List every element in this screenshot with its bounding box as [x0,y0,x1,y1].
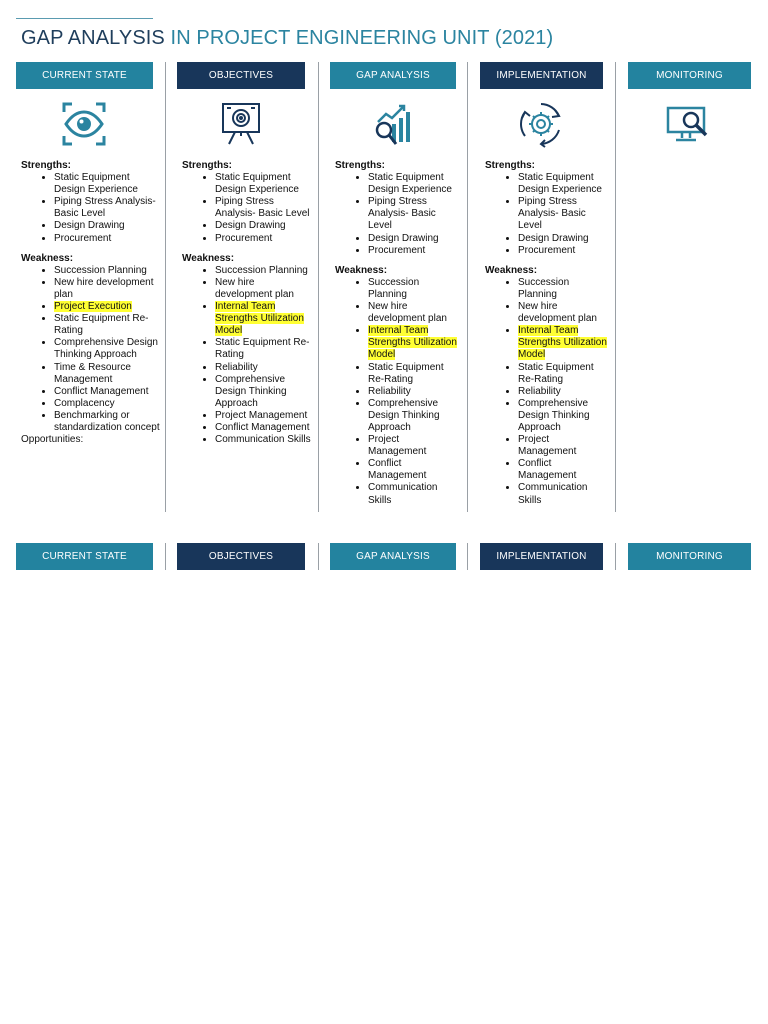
header-gap-analysis: GAP ANALYSIS [330,62,456,89]
weakness-list [335,277,460,507]
column-gap-analysis [335,160,460,510]
column-divider [467,62,468,512]
list-item: • Succession Planning [54,265,161,277]
list-item: • Piping Stress Analysis- Basic Level [368,196,460,232]
weakness-list [485,277,609,507]
title-part1: GAP ANALYSIS [21,27,165,49]
monitor-search-icon [664,100,712,148]
list-item: • Static Equipment Design Experience [215,172,312,196]
column-divider [165,543,166,570]
column-divider [318,62,319,512]
list-item: • Procurement [368,245,460,257]
chart-magnifier-icon [372,100,420,148]
eye-icon [60,100,108,148]
list-item: • New hire development plan [518,301,609,325]
footer-implementation: IMPLEMENTATION [480,543,603,570]
column-divider [615,543,616,570]
column-divider [318,543,319,570]
list-item [215,301,312,337]
highlighted-text: Project Execution [54,301,132,313]
footer-objectives: OBJECTIVES [177,543,305,570]
list-item: • Static Equipment Re-Rating [518,362,609,386]
highlighted-text: Internal Team Strengths Utilization Model [215,301,304,337]
list-item [368,325,460,361]
list-item: • Static Equipment Re-Rating [368,362,460,386]
list-item: • Conflict Management [215,422,312,434]
list-item: • Conflict Management [368,458,460,482]
list-item: • Static Equipment Design Experience [368,172,460,196]
highlighted-text: Internal Team Strengths Utilization Model [368,325,457,361]
list-item: • Reliability [368,386,460,398]
list-item: • New hire development plan [368,301,460,325]
list-item: • Benchmarking or standardization concept [54,410,161,434]
list-item: • Succession Planning [518,277,609,301]
opportunities-title: Opportunities: [21,434,84,446]
header-objectives: OBJECTIVES [177,62,305,89]
title-rule [16,18,153,19]
list-item: • Succession Planning [368,277,460,301]
list-item: • Reliability [215,362,312,374]
footer-gap-analysis: GAP ANALYSIS [330,543,456,570]
list-item: • Procurement [518,245,609,257]
list-item: • Procurement [54,233,161,245]
list-item: • Project Management [518,434,609,458]
page-title [21,27,553,50]
list-item: • New hire development plan [215,277,312,301]
header-monitoring: MONITORING [628,62,751,89]
strengths-title: Strengths: [182,160,232,171]
list-item: • Static Equipment Design Experience [518,172,609,196]
list-item: • Piping Stress Analysis- Basic Level [215,196,312,220]
list-item: • Static Equipment Design Experience [54,172,161,196]
list-item: • Complacency [54,398,161,410]
list-item: • Conflict Management [518,458,609,482]
list-item: • New hire development plan [54,277,161,301]
list-item: • Piping Stress Analysis- Basic Level [518,196,609,232]
strengths-title: Strengths: [335,160,385,171]
column-implementation [485,160,609,510]
list-item: • Project Management [368,434,460,458]
list-item: • Design Drawing [54,220,161,232]
list-item: • Comprehensive Design Thinking Approach [54,337,161,361]
list-item [518,325,609,361]
list-item: • Reliability [518,386,609,398]
list-item: • Design Drawing [518,233,609,245]
list-item: • Piping Stress Analysis- Basic Level [54,196,161,220]
list-item: • Procurement [215,233,312,245]
list-item: • Comprehensive Design Thinking Approach [518,398,609,434]
presentation-target-icon [217,100,265,148]
column-current-state [21,160,161,510]
list-item: • Time & Resource Management [54,362,161,386]
list-item: • Communication Skills [215,434,312,446]
list-item: • Comprehensive Design Thinking Approach [215,374,312,410]
list-item: • Design Drawing [215,220,312,232]
column-divider [165,62,166,512]
list-item: • Communication Skills [368,482,460,506]
strengths-list [182,172,312,245]
list-item: • Design Drawing [368,233,460,245]
column-objectives [182,160,312,510]
strengths-list [21,172,161,245]
footer-monitoring: MONITORING [628,543,751,570]
list-item: • Static Equipment Re-Rating [215,337,312,361]
title-part2: IN PROJECT ENGINEERING UNIT (2021) [170,27,554,49]
cycle-gear-icon [517,100,565,148]
highlighted-text: Internal Team Strengths Utilization Model [518,325,607,361]
list-item: • Static Equipment Re-Rating [54,313,161,337]
list-item: • Project Management [215,410,312,422]
strengths-list [335,172,460,257]
column-divider [467,543,468,570]
weakness-title: Weakness: [335,264,388,276]
list-item: • Succession Planning [215,265,312,277]
list-item [54,301,161,313]
header-current-state: CURRENT STATE [16,62,153,89]
weakness-title: Weakness: [21,252,74,264]
list-item: • Conflict Management [54,386,161,398]
list-item: • Comprehensive Design Thinking Approach [368,398,460,434]
strengths-title: Strengths: [21,160,71,171]
weakness-title: Weakness: [182,252,235,264]
strengths-list [485,172,609,257]
footer-current-state: CURRENT STATE [16,543,153,570]
header-implementation: IMPLEMENTATION [480,62,603,89]
weakness-list [21,265,161,434]
strengths-title: Strengths: [485,160,535,171]
list-item: • Communication Skills [518,482,609,506]
column-divider [615,62,616,512]
weakness-list [182,265,312,446]
weakness-title: Weakness: [485,264,538,276]
